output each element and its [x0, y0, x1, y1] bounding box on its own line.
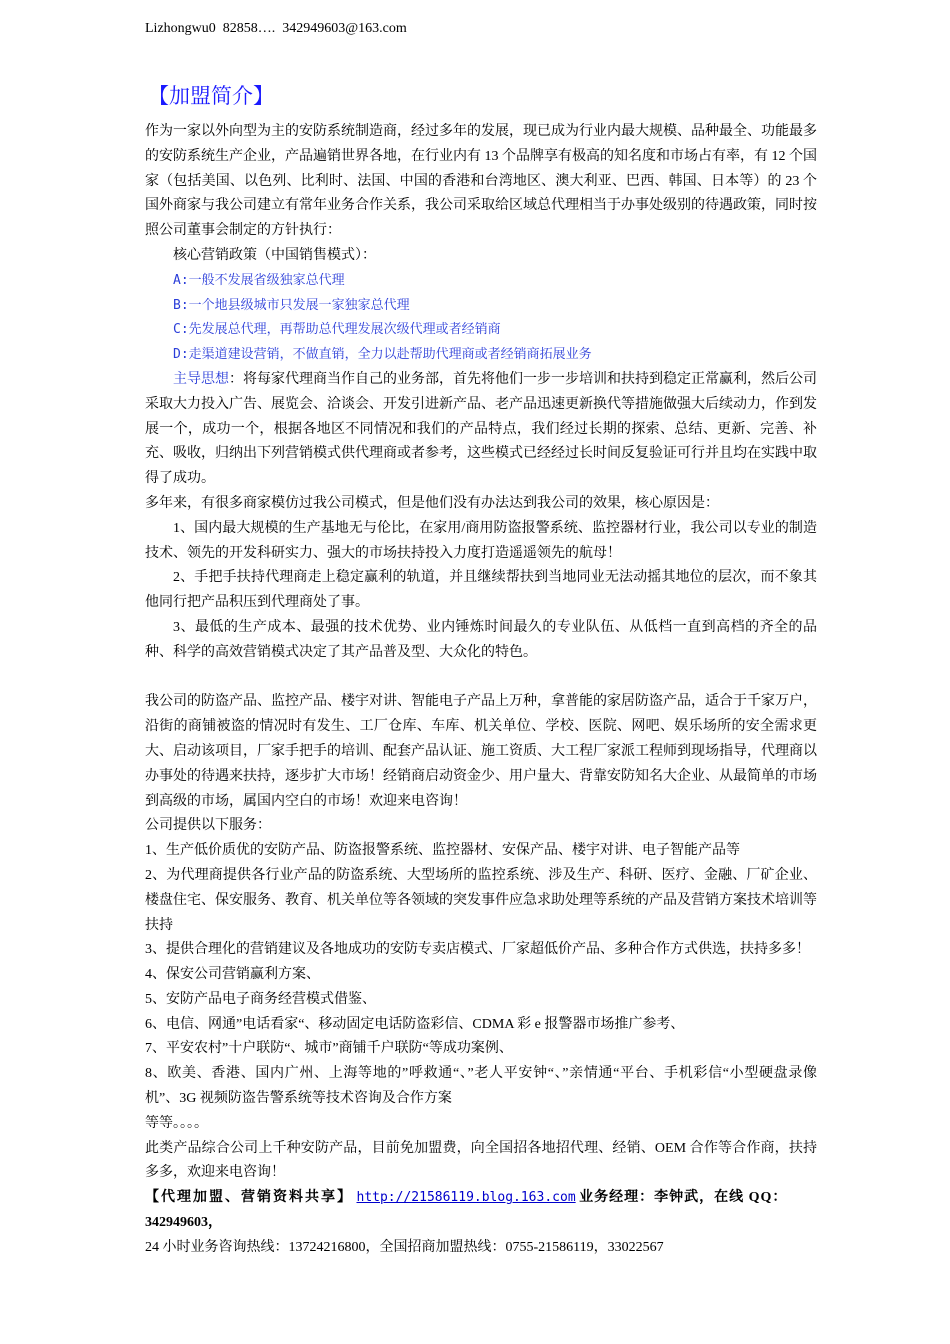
manager-label: 业务经理：李钟武，在线 QQ： — [579, 1190, 788, 1206]
policy-item: A:一般不发展省级独家总代理 — [173, 272, 345, 288]
guide-paragraph — [145, 368, 817, 492]
service-item: 8、欧美、香港、国内广州、上海等地的”呼救通“、”老人平安钟“、”亲情通“平台、手机彩信“小型硬盘录像机”、3G 视频防盗告警系统等技术咨询及合作方案 — [145, 1066, 817, 1107]
service-item: 3、提供合理化的营销建议及各地成功的安防专卖店模式、厂家超低价产品、多种合作方式供选，扶持多多！ — [145, 942, 810, 958]
policy-item: D:走渠道建设营销，不做直销，全力以赴帮助代理商或者经销商拓展业务 — [173, 347, 592, 363]
footer-contact — [145, 1186, 817, 1211]
document-body — [145, 120, 817, 1261]
policy-item: B:一个地县级城市只发展一家独家总代理 — [173, 297, 410, 313]
reason-item: 3、最低的生产成本、最强的技术优势、业内锤炼时间最久的专业队伍、从低档一直到高档的齐全的品种、科学的高效营销模式决定了其产品普及型、大众化的特色。 — [145, 619, 817, 660]
service-item: 5、安防产品电子商务经营模式借鉴、 — [145, 991, 376, 1007]
service-item: 6、电信、网通”电话看家“、移动固定电话防盗彩信、CDMA 彩 e 报警器市场推广参考、 — [145, 1016, 685, 1032]
reason-item: 2、手把手扶持代理商走上稳定赢利的轨道，并且继续帮扶到当地同业无法动摇其地位的层次，而不象其他同行把产品积压到代理商处了事。 — [145, 570, 817, 611]
service-item: 2、为代理商提供各行业产品的防盗系统、大型场所的监控系统、涉及生产、科研、医疗、金融、厂矿企业、楼盘住宅、保安服务、教育、机关单位等各领域的突发事件应急求助处理等系统的产品及营销方案技术培训等扶持 — [145, 867, 817, 933]
hotline-line: 24 小时业务咨询热线：13724216800，全国招商加盟热线：0755-21586119，33022567 — [145, 1239, 664, 1255]
service-item: 1、生产低价质优的安防产品、防盗报警系统、监控器材、安保产品、楼宇对讲、电子智能产品等 — [145, 843, 740, 859]
page-header: Lizhongwu0 82858…. 342949603@163.com — [145, 21, 407, 36]
closing-paragraph: 此类产品综合公司上千种安防产品，目前免加盟费，向全国招各地招代理、经销、OEM 合作等合作商，扶持多多，欢迎来电咨询！ — [145, 1140, 817, 1181]
share-label: 【代理加盟、营销资料共享】 — [145, 1190, 353, 1206]
service-item: 7、平安农村”十户联防“、城市”商铺千户联防“等成功案例、 — [145, 1041, 513, 1057]
products-paragraph: 我公司的防盗产品、监控产品、楼宇对讲、智能电子产品上万种，拿普能的家居防盗产品，适合于千家万户，沿街的商铺被盗的情况时有发生、工厂仓库、车库、机关单位、学校、医院、网吧、娱乐场所的安全需求更大、启动该项目，厂家手把手的培训、配套产品认证、施工资质、大工程厂家派工程师到现场指导，代理商以办事处的待遇来扶持，逐步扩大市场！经销商启动资金少、用户量大、背靠安防知名大企业、从最简单的市场到高级的市场，属国内空白的市场！欢迎来电咨询！ — [145, 694, 817, 809]
imitation-paragraph: 多年来，有很多商家模仿过我公司模式，但是他们没有办法达到我公司的效果，核心原因是： — [145, 495, 719, 511]
services-heading: 公司提供以下服务： — [145, 818, 271, 834]
page-title: 【加盟简介】 — [148, 84, 274, 108]
intro-paragraph: 作为一家以外向型为主的安防系统制造商，经过多年的发展，现已成为行业内最大规模、品种最全、功能最多的安防系统生产企业，产品遍销世界各地，在行业内有 13 个品牌享有极高的知名度和市场占有率，有 12 个国家（包括美国、以色列、比利时、法国、中国的香港和台湾地区、澳大利亚、巴西、韩国、日本等）的 23 个国外商家与我公司建立有常年业务合作关系，我公司采取给区域总代理相当于办事处级别的待遇政策，同时按照公司董事会制定的方针执行： — [145, 124, 817, 239]
service-item: 4、保安公司营销赢利方案、 — [145, 967, 320, 983]
guide-text: ：将每家代理商当作自己的业务部，首先将他们一步一步培训和扶持到稳定正常赢利，然后公司采取大力投入广告、展览会、洽谈会、开发引进新产品、老产品迅速更新换代等措施做强大后续动力，作到发展一个，成功一个，根据各地区不同情况和我们的产品特点，我们经过长期的探索、总结、更新、完善、补充、吸收，归纳出下列营销模式供代理商或者参考，这些模式已经经过长时间反复验证可行并且均在实践中取得了成功。 — [145, 371, 817, 487]
etc-line: 等等。。。。 — [145, 1115, 208, 1131]
policy-item: C:先发展总代理，再帮助总代理发展次级代理或者经销商 — [173, 322, 501, 338]
blog-link[interactable]: http://21586119.blog.163.com — [356, 1190, 576, 1206]
policy-heading: 核心营销政策（中国销售模式）： — [173, 247, 376, 263]
qq-number: 342949603， — [145, 1215, 222, 1231]
guide-label: 主导思想 — [173, 371, 229, 387]
spacer — [145, 666, 817, 691]
reason-item: 1、国内最大规模的生产基地无与伦比，在家用/商用防盗报警系统、监控器材行业，我公司以专业的制造技术、领先的开发科研实力、强大的市场扶持投入力度打造遥遥领先的航母！ — [145, 520, 817, 561]
